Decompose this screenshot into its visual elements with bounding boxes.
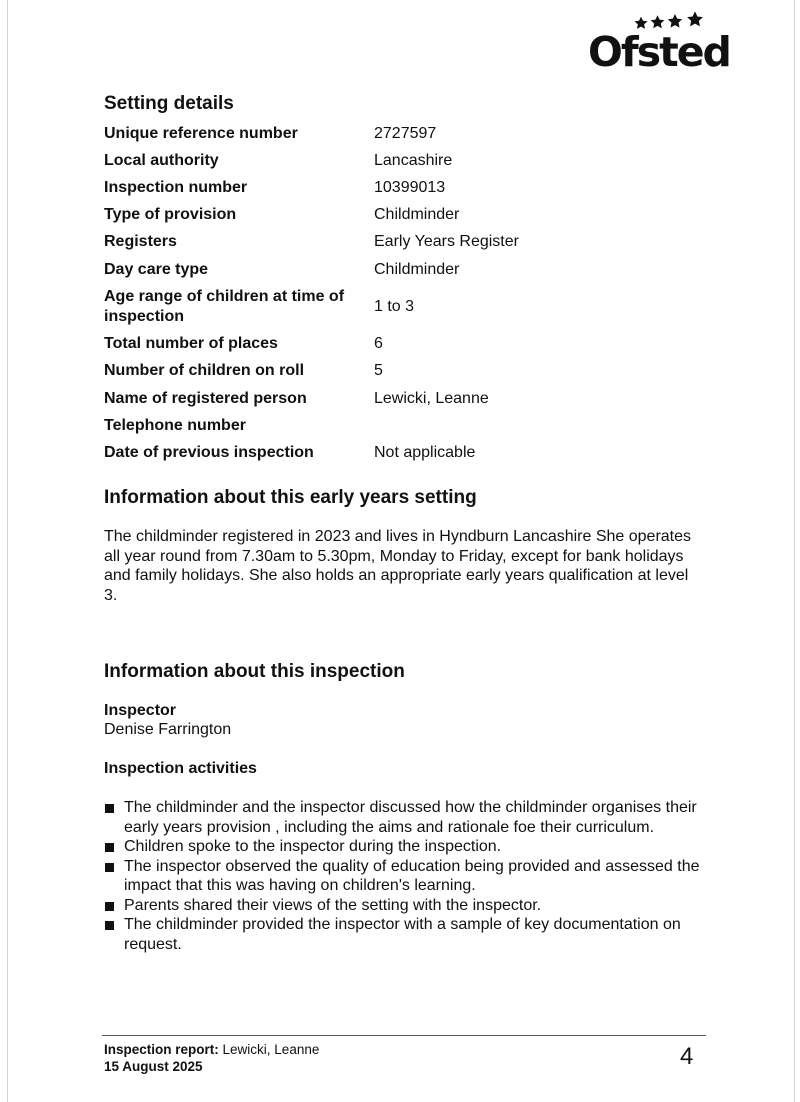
detail-label: Age range of children at time of inspection — [104, 288, 345, 325]
bullet-square-icon — [105, 804, 114, 813]
list-item — [104, 837, 714, 857]
detail-value: 6 — [374, 335, 383, 352]
list-item-text: The childminder provided the inspector with a sample of key documentation on request. — [124, 916, 681, 953]
logo-text: Ofsted — [588, 28, 730, 76]
detail-label: Registers — [104, 233, 177, 250]
list-item-text: The inspector observed the quality of education being provided and assessed the impact that this was having on children's learning. — [124, 857, 700, 894]
bullet-square-icon — [105, 902, 114, 911]
page-number: 4 — [680, 1043, 694, 1070]
detail-label: Unique reference number — [104, 125, 298, 142]
list-item-text: Children spoke to the inspector during the inspection. — [124, 838, 502, 855]
detail-value: Childminder — [374, 261, 460, 278]
list-item-text: Parents shared their views of the setting with the inspector. — [124, 896, 542, 914]
footer-date: 15 August 2025 — [104, 1059, 203, 1074]
document-page — [8, 0, 794, 1102]
bullet-square-icon — [105, 863, 114, 872]
footer-report-label: Inspection report: — [104, 1042, 219, 1057]
activities-list — [104, 798, 714, 954]
detail-value: 10399013 — [374, 179, 446, 196]
detail-value: 2727597 — [374, 125, 437, 142]
detail-label: Total number of places — [104, 335, 278, 352]
inspector-label: Inspector — [104, 702, 177, 719]
detail-value: 1 to 3 — [374, 298, 415, 315]
footer-divider — [102, 1035, 706, 1036]
list-item — [104, 915, 714, 954]
detail-label: Number of children on roll — [104, 362, 305, 379]
list-item-text: The childminder and the inspector discussed how the childminder organises their early years provision , including the aims and rationale foe their curriculum. — [124, 799, 697, 836]
footer-info — [104, 1041, 319, 1075]
detail-label: Day care type — [104, 261, 209, 278]
detail-value: Lewicki, Leanne — [374, 390, 489, 407]
detail-value: Early Years Register — [374, 233, 519, 250]
ofsted-logo — [586, 10, 730, 78]
list-item — [104, 798, 714, 837]
detail-label: Telephone number — [104, 417, 246, 434]
detail-label: Local authority — [104, 152, 219, 169]
detail-label: Date of previous inspection — [104, 444, 314, 461]
footer-report-name: Lewicki, Leanne — [222, 1042, 320, 1057]
early-years-heading: Information about this early years setting — [104, 487, 477, 508]
activities-heading: Inspection activities — [104, 760, 257, 777]
list-item — [104, 857, 714, 896]
setting-details-heading: Setting details — [104, 93, 234, 114]
detail-label: Name of registered person — [104, 390, 307, 407]
detail-value: 5 — [374, 362, 383, 379]
inspection-info-heading: Information about this inspection — [104, 661, 405, 682]
bullet-square-icon — [105, 843, 114, 852]
detail-value: Childminder — [374, 206, 460, 223]
inspector-name: Denise Farrington — [104, 721, 232, 738]
bullet-square-icon — [105, 921, 114, 930]
detail-value: Lancashire — [374, 152, 453, 169]
early-years-paragraph: The childminder registered in 2023 and lives in Hyndburn Lancashire She operates all year round from 7.30am to 5.30pm, Monday to Friday, except for bank holidays and family holidays. She also holds an appropriate early years qualification at level 3. — [104, 528, 692, 604]
detail-label: Type of provision — [104, 206, 237, 223]
list-item — [104, 896, 714, 916]
detail-label: Inspection number — [104, 179, 248, 196]
detail-value: Not applicable — [374, 444, 476, 461]
